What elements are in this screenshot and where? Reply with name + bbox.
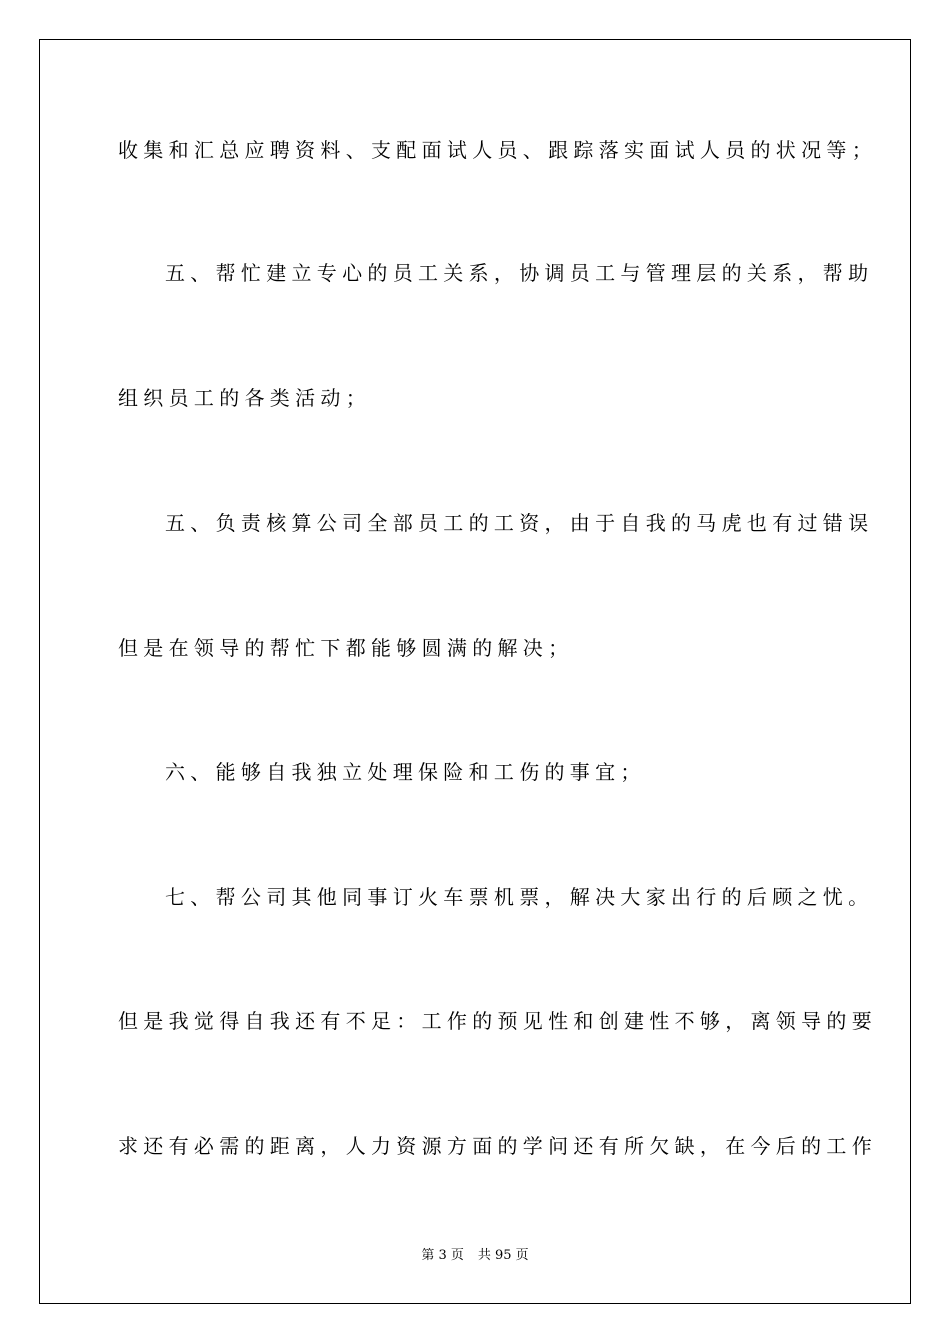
body-line: 六、能够自我独立处理保险和工伤的事宜； xyxy=(165,760,646,784)
body-line: 组织员工的各类活动； xyxy=(118,386,371,410)
body-line: 五、负责核算公司全部员工的工资，由于自我的马虎也有过错误 xyxy=(165,511,874,535)
body-line: 收集和汇总应聘资料、支配面试人员、跟踪落实面试人员的状况等； xyxy=(118,138,877,162)
body-line: 但是在领导的帮忙下都能够圆满的解决； xyxy=(118,636,574,660)
total-pages: 共 95 页 xyxy=(477,1248,529,1263)
body-line: 求还有必需的距离，人力资源方面的学问还有所欠缺，在今后的工作 xyxy=(118,1134,877,1158)
body-line: 但是我觉得自我还有不足：工作的预见性和创建性不够，离领导的要 xyxy=(118,1009,877,1033)
body-line: 五、帮忙建立专心的员工关系，协调员工与管理层的关系，帮助 xyxy=(165,261,874,285)
page-border xyxy=(39,39,911,1304)
body-line: 七、帮公司其他同事订火车票机票，解决大家出行的后顾之忧。 xyxy=(165,885,874,909)
page-number: 第 3 页 xyxy=(421,1248,464,1263)
page-footer xyxy=(0,1247,950,1265)
